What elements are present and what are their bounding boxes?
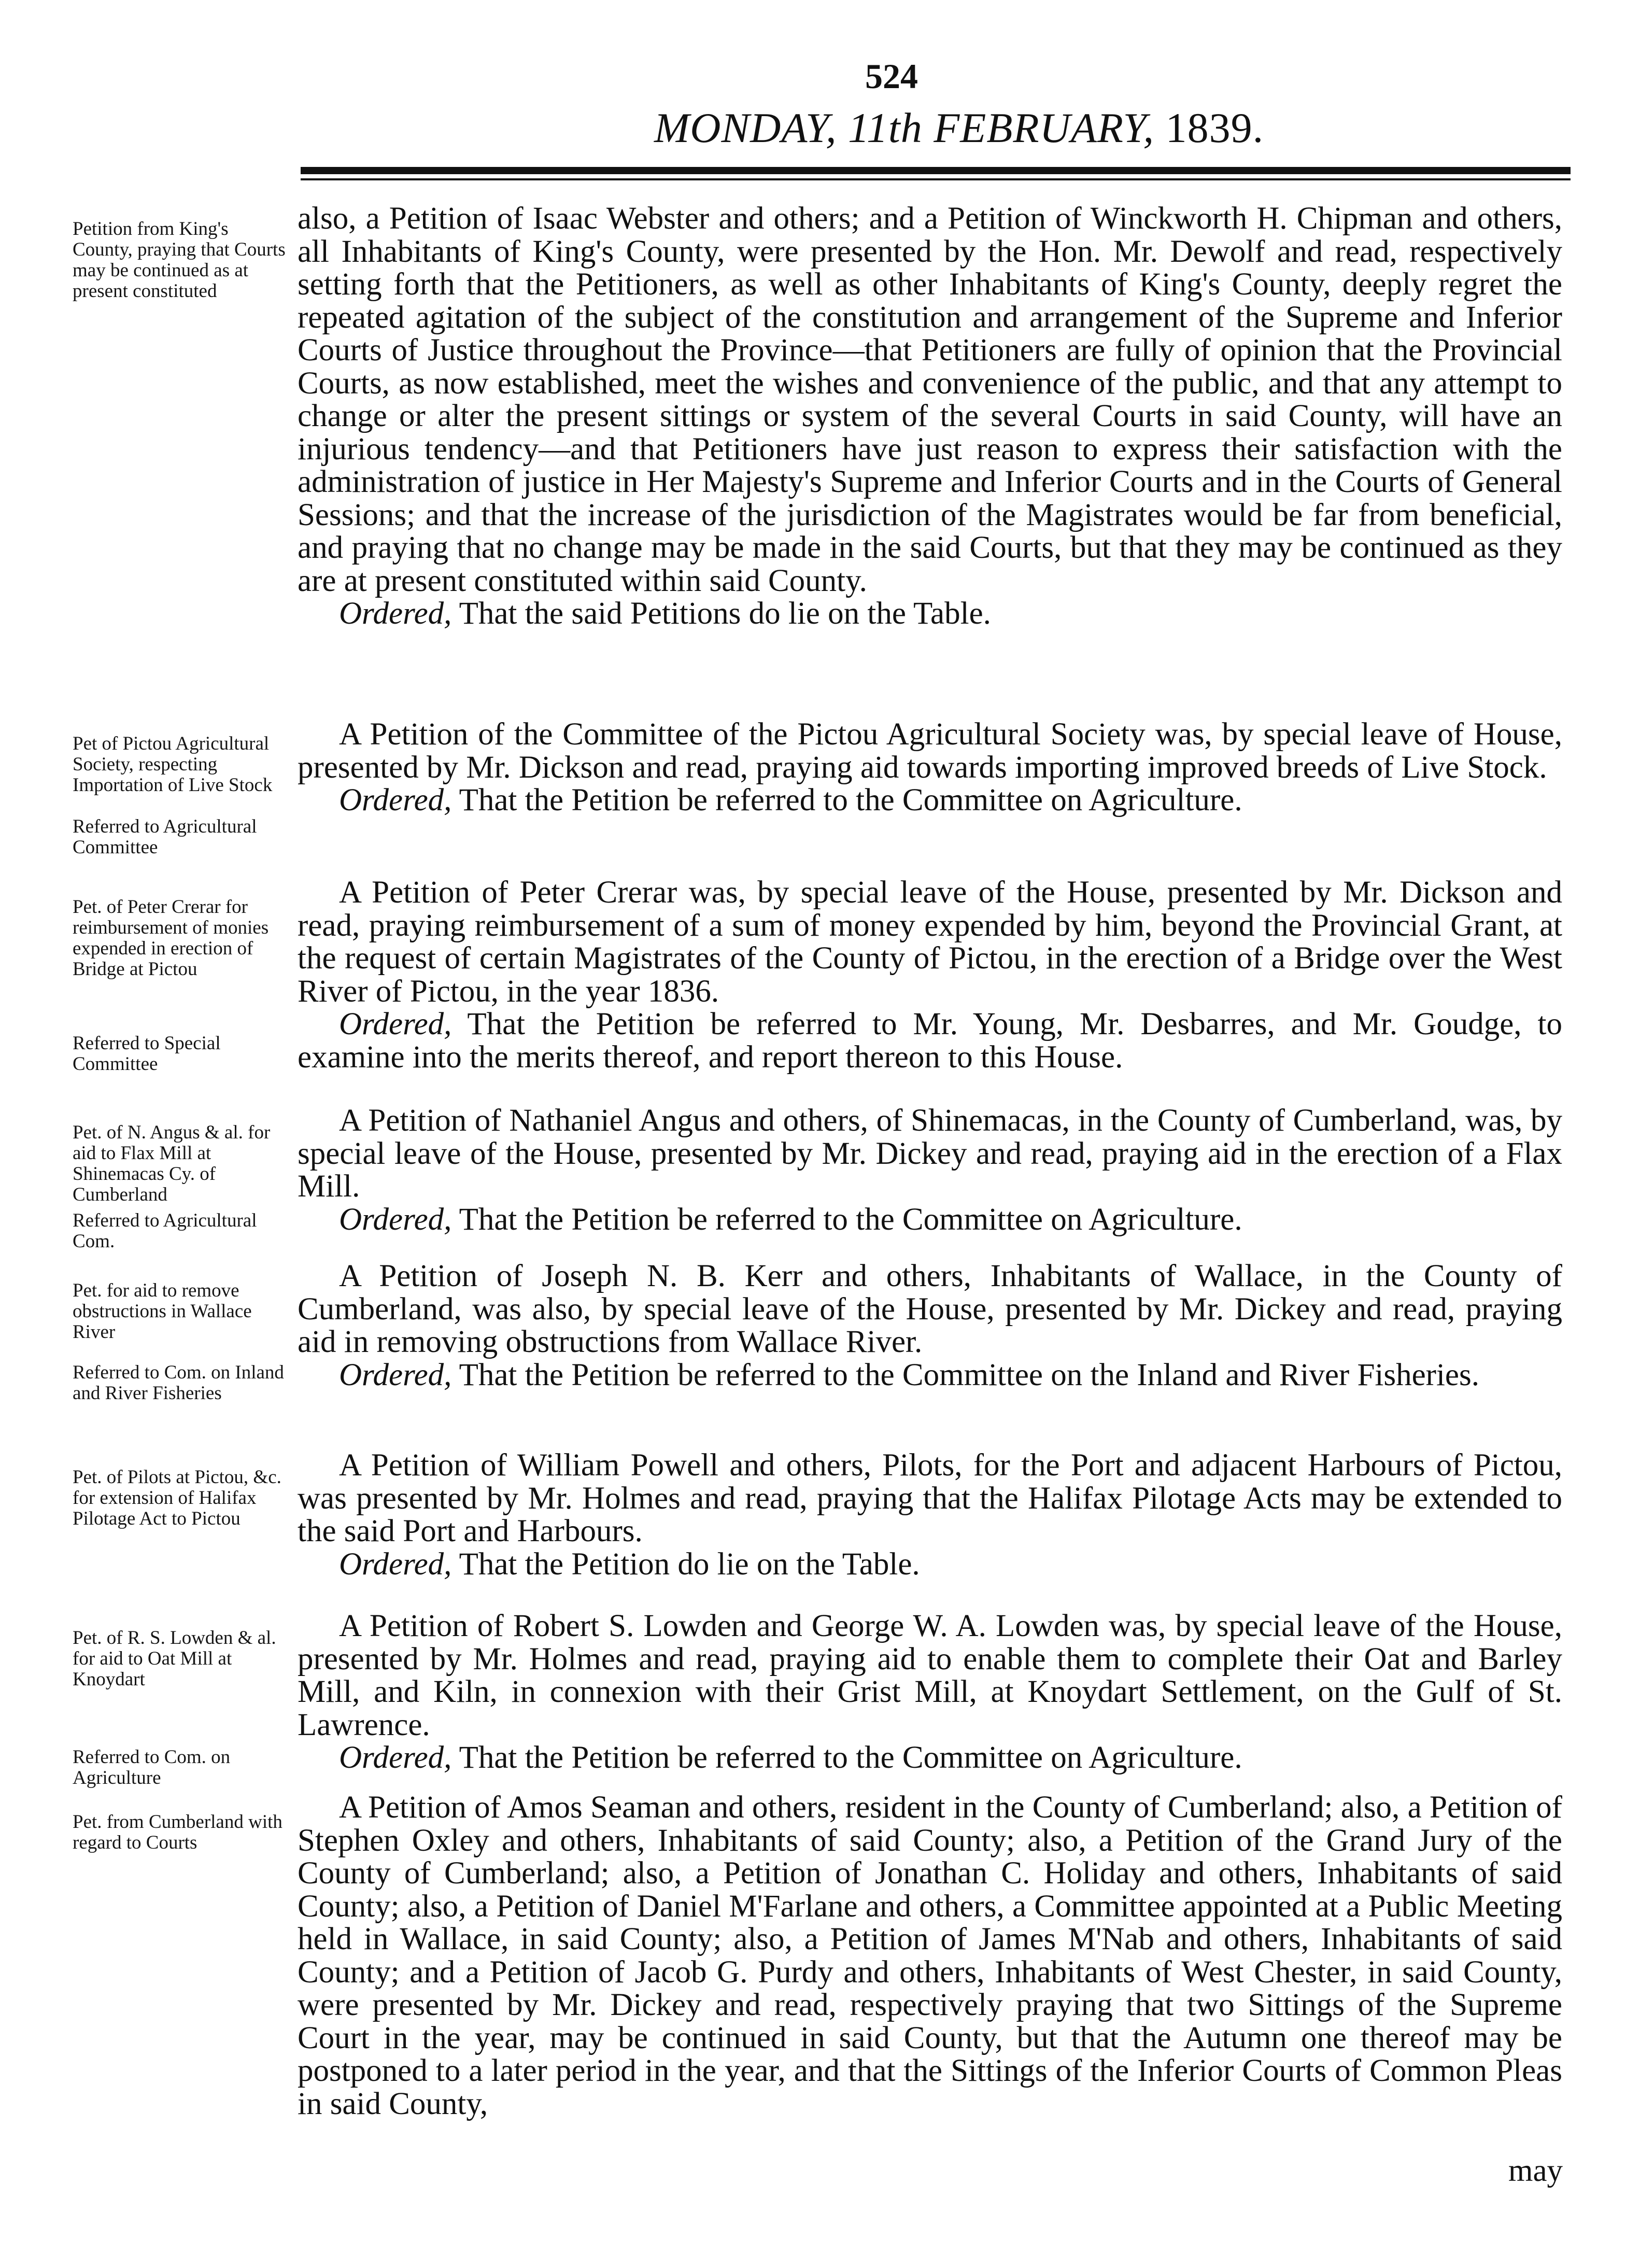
ordered-word: Ordered, (339, 596, 452, 631)
ordered-text: That the Petition be referred to the Committee on Agriculture. (459, 783, 1242, 818)
entry-paragraph: A Petition of Robert S. Lowden and George W. A. Lowden was, by special leave of the House, presented by Mr. Holmes and read, praying aid to enable them to complete their Oat and Barley Mill, and Kiln, in connexion with their Grist Mill, at Knoydart Settlement, on the Gulf of St. Lawrence. (298, 1609, 1562, 1742)
page-header (466, 104, 1451, 152)
margin-note-referral: Referred to Agricultural Com. (73, 1210, 257, 1252)
page-number: 524 (865, 57, 918, 96)
ordered-word: Ordered, (339, 1546, 452, 1582)
ordered-text: That the Petition be referred to Mr. Young, Mr. Desbarres, and Mr. Goudge, to examine into the merits thereof, and report thereon to this House. (298, 1007, 1562, 1075)
margin-note: Pet. of Pilots at Pictou, &c. for extension of Halifax Pilotage Act to Pictou (73, 1467, 281, 1529)
entry-body (298, 1449, 1562, 1581)
ordered-text: That the said Petitions do lie on the Table. (459, 596, 991, 631)
entry-ordered (298, 1203, 1562, 1236)
ordered-text: That the Petition be referred to the Committee on the Inland and River Fisheries. (459, 1357, 1479, 1392)
entry-paragraph: A Petition of the Committee of the Pictou Agricultural Society was, by special leave of House, presented by Mr. Dickson and read, praying aid towards importing improved breeds of Live Stock. (298, 717, 1562, 785)
margin-note-referral: Referred to Special Committee (73, 1033, 221, 1075)
entry-body (298, 1791, 1562, 2120)
margin-note: Pet. of N. Angus & al. for aid to Flax Mill at Shinemacas Cy. of Cumberland (73, 1122, 271, 1205)
catchword: may (1508, 2153, 1563, 2188)
entry-ordered (298, 1741, 1562, 1774)
entry-body (298, 718, 1562, 817)
entry-body (298, 1610, 1562, 1774)
entry-paragraph: A Petition of Nathaniel Angus and others, of Shinemacas, in the County of Cumberland, was, by special leave of the House, presented by Mr. Dickey and read, praying aid in the erection of a Flax Mill. (298, 1103, 1562, 1204)
entry-ordered (298, 597, 1562, 630)
entry-ordered (298, 1548, 1562, 1581)
margin-note: Pet of Pictou Agricultural Society, respecting Importation of Live Stock (73, 733, 273, 796)
header-year: 1839. (1165, 104, 1264, 151)
header-day: MONDAY, (654, 104, 837, 151)
margin-note: Petition from King's County, praying that Courts may be continued as at present constituted (73, 218, 286, 302)
entry-body (298, 1104, 1562, 1236)
ordered-word: Ordered, (339, 1740, 452, 1775)
header-rule-thick (301, 167, 1571, 174)
entry-paragraph: A Petition of Amos Seaman and others, resident in the County of Cumberland; also, a Petition of Stephen Oxley and others, Inhabitants of said County; also, a Petition of the Grand Jury of the County of Cumberland; also, a Petition of Jonathan C. Holiday and others, Inhabitants of said County; also, a Petition of Daniel M'Farlane and others, a Committee appointed at a Public Meeting held in Wallace, in said County; also, a Petition of James M'Nab and others, Inhabitants of said County; and a Petition of Jacob G. Purdy and others, Inhabitants of West Chester, in said County, were presented by Mr. Dickey and read, respectively praying that two Sittings of the Supreme Court in the year, may be continued in said County, but that the Autumn one thereof may be postponed to a later period in the year, and that the Sittings of the Inferior Courts of Common Pleas in said County, (298, 1790, 1562, 2121)
entry-ordered (298, 784, 1562, 817)
margin-note-referral: Referred to Com. on Inland and River Fisheries (73, 1362, 284, 1404)
header-date: 11th FEBRUARY, (848, 104, 1155, 151)
entry-body (298, 876, 1562, 1074)
margin-note-referral: Referred to Com. on Agriculture (73, 1746, 231, 1788)
entry-ordered (298, 1008, 1562, 1074)
ordered-text: That the Petition do lie on the Table. (459, 1546, 920, 1582)
header-rule-thin (301, 178, 1571, 180)
entry-ordered (298, 1359, 1562, 1392)
margin-note: Pet. of R. S. Lowden & al. for aid to Oat Mill at Knoydart (73, 1627, 276, 1690)
entry-body (298, 202, 1562, 630)
entry-paragraph: also, a Petition of Isaac Webster and others; and a Petition of Winckworth H. Chipman and others, all Inhabitants of King's County, were presented by the Hon. Mr. Dewolf and read, respectively setting forth that the Petitioners, as well as other Inhabitants of King's County, deeply regret the repeated agitation of the subject of the constitution and arrangement of the Supreme and Inferior Courts of Justice throughout the Province—that Petitioners are fully of opinion that the Provincial Courts, as now established, meet the wishes and convenience of the public, and that any attempt to change or alter the present sittings or system of the several Courts in said County, will have an injurious tendency—and that Petitioners have just reason to express their satisfaction with the administration of justice in Her Majesty's Supreme and Inferior Courts and in the Courts of General Sessions; and that the increase of the jurisdiction of the Magistrates would be far from beneficial, and praying that no change may be made in the said Courts, but that they may be continued as they are at present constituted within said County. (298, 201, 1562, 598)
ordered-word: Ordered, (339, 1357, 452, 1392)
entry-paragraph: A Petition of Joseph N. B. Kerr and others, Inhabitants of Wallace, in the County of Cumberland, was also, by special leave of the House, presented by Mr. Dickey and read, praying aid in removing obstructions from Wallace River. (298, 1259, 1562, 1359)
margin-note: Pet. for aid to remove obstructions in Wallace River (73, 1280, 252, 1343)
entry-paragraph: A Petition of William Powell and others, Pilots, for the Port and adjacent Harbours of Pictou, was presented by Mr. Holmes and read, praying that the Halifax Pilotage Acts may be extended to the said Port and Harbours. (298, 1448, 1562, 1548)
entry-body (298, 1260, 1562, 1391)
ordered-word: Ordered, (339, 1007, 452, 1041)
ordered-text: That the Petition be referred to the Committee on Agriculture. (459, 1740, 1242, 1775)
ordered-word: Ordered, (339, 783, 452, 818)
margin-note: Pet. of Peter Crerar for reimbursement of monies expended in erection of Bridge at Pictou (73, 896, 269, 980)
margin-note-referral: Referred to Agricultural Committee (73, 816, 257, 858)
entry-paragraph: A Petition of Peter Crerar was, by special leave of the House, presented by Mr. Dickson and read, praying reimbursement of a sum of money expended by him, beyond the Provincial Grant, at the request of certain Magistrates of the County of Pictou, in the erection of a Bridge over the West River of Pictou, in the year 1836. (298, 875, 1562, 1009)
ordered-word: Ordered, (339, 1202, 452, 1237)
ordered-text: That the Petition be referred to the Committee on Agriculture. (459, 1202, 1242, 1237)
margin-note: Pet. from Cumberland with regard to Courts (73, 1811, 282, 1853)
